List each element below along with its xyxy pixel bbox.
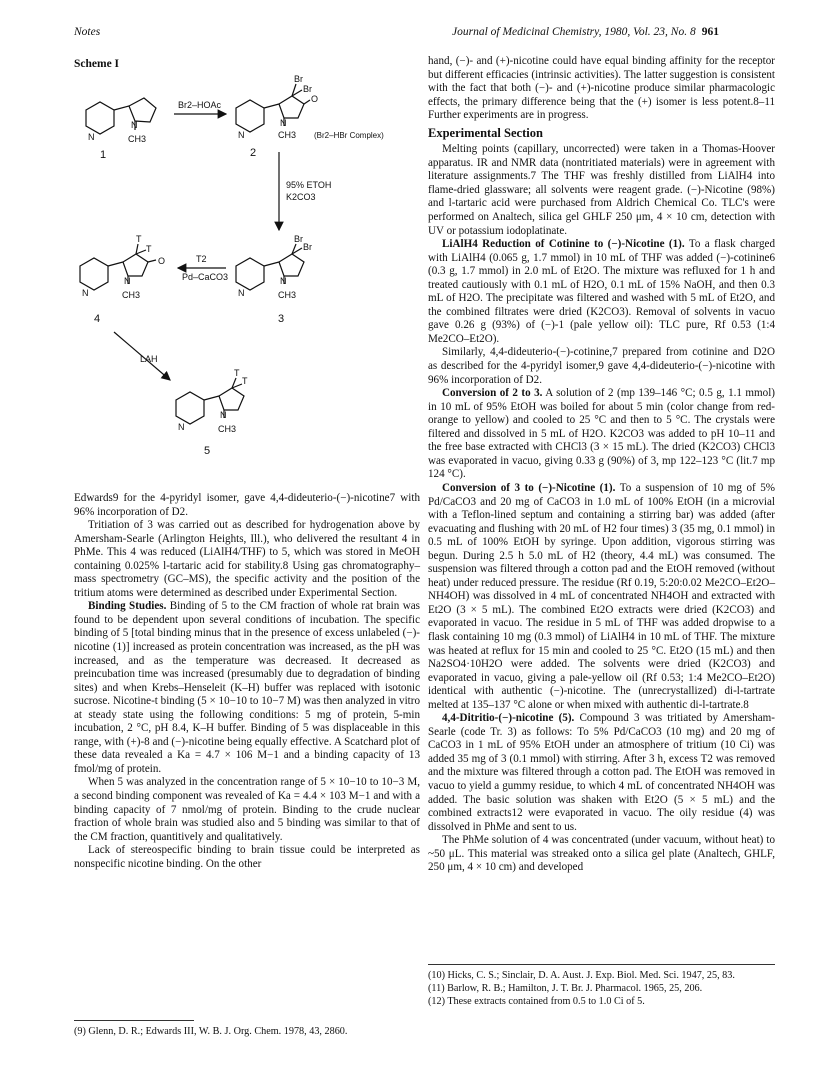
paragraph-text: Binding of 5 to the CM fraction of whole rat brain was found to be dependent upon several conditions of incubation. The specific binding of 5 [total binding minus that in the presence of excess unlabeled (−)-nicotine (1)] increased as protein concentration was increased, as the pH was increased, and as the temperature was decreased. It decreased as preincubation time was increased (presumably due to degradation of binding sites) and when Krebs–Henseleit (K–H) buffer was replaced with isotonic sucrose. Nicotine-t binding (5 × 10−10 to 10−7 M) was then analyzed in vitro at steady state using the following conditions: 5 mg of protein, 5-min incubation, 2 °C, pH 8.4, K–H buffer. Binding of 5 was displaceable in this range, with (+)-8 and (−)-nicotine being equally effective. A Scatchard plot of these data revealed a Ka = 4.7 × 106 M−1 and a binding capacity of 13 fmol/mg of protein. xyxy=(74,600,420,775)
bromine-label: Br xyxy=(294,234,303,244)
atom-n: N xyxy=(88,132,95,142)
reagent-pd-caco3: Pd–CaCO3 xyxy=(182,272,229,282)
paragraph: Melting points (capillary, uncorrected) were taken in a Thomas-Hoover apparatus. IR and NMR data (nontritiated materials) were in agreement with literature assignments.7 The THF was freshly distilled from LiAlH4 into flame-dried glassware; all solvents were reagent grade. (−)-Nicotine (98%) and l-tartaric acid were purchased from Aldrich Chemical Co. TLC's were performed on Analtech, silica gel GHLF 250 μm, 4 × 10 cm, detection with UV or potassium iodoplatinate. xyxy=(428,143,775,237)
tritium-label: T xyxy=(234,368,240,378)
journal-citation: Journal of Medicinal Chemistry, 1980, Vol. 23, No. 8 xyxy=(452,26,696,38)
methyl-label: CH3 xyxy=(128,134,147,144)
reagent-t2: T2 xyxy=(196,254,207,264)
running-header-left: Notes xyxy=(74,26,101,38)
paragraph-text: To a flask charged with LiAlH4 (0.065 g, 1.7 mmol) in 10 mL of THF was added (−)-cotinine6 (0.3 g, 1.7 mmol) in 2.0 mL of Et2O. The mixture was refluxed for 1 h and treated cautiously with 0.1 mL of H2O, 0.1 mL of 15% NaOH, and then 0.3 mL of H2O. The precipitate was filtered and washed with 5 mL of Et2O, and the combined filtrates were dried (K2CO3). Removal of solvents in vacuo gave 0.26 g (93%) of (−)-1 (pale yellow oil): TLC pure, Rf 0.53 (1:4 Me2CO–Et2O). xyxy=(428,238,776,345)
footnote-11: (11) Barlow, R. B.; Hamilton, J. T. Br. J. Pharmacol. 1965, 25, 206. xyxy=(428,982,703,994)
tritium-label: T xyxy=(146,244,152,254)
paragraph: Tritiation of 3 was carried out as described for hydrogenation above by Amersham-Searle (Arlington Heights, Ill.), who delivered the resultant 4 in PhMe. This 4 was reduced (LiAlH4/THF) to 5, which was stored in MeOH containing 0.025% l-tartaric acid for stability.8 Using gas chromatography–mass spectrometry (GC–MS), the specific activity and the position of the tritium atoms were determined as described under Experimental Section. xyxy=(74,519,420,599)
paragraph: hand, (−)- and (+)-nicotine could have equal binding affinity for the receptor but different efficacies (intrinsic activities). The latter suggestion is consistent with the fact that both (−)- and (+)-nicotine produce similar pharmacologic effects, the primary difference being that the (+) isomer is less potent.8–11 Further experiments are in progress. xyxy=(428,55,775,122)
methyl-label: CH3 xyxy=(278,130,297,140)
compound-4-number: 4 xyxy=(94,313,101,325)
tritium-label: T xyxy=(242,376,248,386)
footnotes-right xyxy=(428,970,775,1008)
paragraph: Similarly, 4,4-dideuterio-(−)-cotinine,7 prepared from cotinine and D2O as described for the 4-pyridyl isomer,9 gave 4,4-dideuterio-(−)-nicotine with 96% incorporation of D2. xyxy=(428,346,775,386)
compound-1-structure xyxy=(86,98,156,134)
methyl-label: CH3 xyxy=(122,290,141,300)
run-in-heading: Binding Studies. xyxy=(88,600,167,613)
bromine-label: Br xyxy=(294,74,303,84)
paragraph-text: A solution of 2 (mp 139–146 °C; 0.5 g, 1.1 mmol) in 10 mL of 95% EtOH was boiled for about 5 min (color change from red-orange to yellow) and cooled to 25 °C and then to 5 °C. The crystals were filtered and dissolved in 5 mL of H2O. K2CO3 was added to pH 10–11 and the free base extracted with CHCl3 (3 × 15 mL). The dried (K2CO3) CHCl3 was evaporated in vacuo, giving 0.33 g (90%) of 3, mp 122–123 °C (lit.7 mp 124 °C). xyxy=(428,387,776,481)
compound-4-structure xyxy=(80,244,156,290)
paragraph-text: To a suspension of 10 mg of 5% Pd/CaCO3 and 20 mg of CaCO3 in 1.0 mL of 100% EtOH (in a microvial with a Teflon-lined septum and containing a stirring bar) was added (after evacuating and flushing with 20 mL of H2 four times) 3 (35 mg, 0.1 mmol) in 0.5 mL of 100% EtOH by syringe. Upon addition, vigorous stirring was begun. During 2.5 h 5.0 mL of H2 (theory, 4.4 mL) was consumed. The suspension was filtered through a cotton pad and the EtOH removed (without heat) under reduced pressure. The residue (Rf 0.19, 5:20:0.02 Me2CO–Et2O–NH4OH) was dissolved in 4 mL of concentrated NH4OH and extracted with Et2O (3 × 5 mL). The combined Et2O extracts were dried (K2CO3) and evaporated in vacuo. The residue in 5 mL of THF was added dropwise to a flask containing 10 mg (0.3 mmol) of LiAlH4 in 10 mL of THF. The mixture was heated at reflux for 15 min and cooled to 25 °C. Et2O (15 mL) and then Na2SO4·10H2O were added. The solvents were dried (K2CO3) and evaporated in vacuo, giving a pale-yellow oil (Rf 0.53; 1:4 Me2CO–Et2O) identical with authentic (−)-nicotine. The (unrecrystallized) di-l-tartrate melted at 135–137 °C alone or when mixed with authentic di-l-tartrate.8 xyxy=(428,481,775,711)
compound-2-structure xyxy=(236,84,310,132)
atom-n: N xyxy=(82,288,89,298)
run-in-heading: LiAlH4 Reduction of Cotinine to (−)-Nicotine (1). xyxy=(442,238,685,251)
compound-1-number: 1 xyxy=(100,149,107,161)
compound-2-number: 2 xyxy=(250,147,257,159)
page-number: 961 xyxy=(701,26,719,38)
paragraph-text: Compound 3 was tritiated by Amersham-Searle (code Tr. 3) as follows: To 5% Pd/CaCO3 (10 mg) and 20 mg of CaCO3 in 1 mL of 95% EtOH under an atmosphere of tritium (10 Ci) was added 35 mg of 3 (0.1 mmol) with stirring. After 3 h, excess T2 was removed and the mixture was filtered through a cotton pad. The EtOH was removed in vacuo to yield a gummy residue, to which 4 mL of concentrated NH4OH was added. The basic solution was shaken with Et2O (5 × 5 mL) and the combined extracts12 were evaporated in vacuo. The oily residue (4) was dissolved in PhMe and sent to us. xyxy=(428,712,775,833)
procedure-paragraph xyxy=(428,712,775,834)
paragraph: When 5 was analyzed in the concentration range of 5 × 10−10 to 10−3 M, a second binding component was revealed of Ka = 4.4 × 103 M−1 and with a binding capacity of 7 nmol/mg of protein. Binding to the crude nuclear fraction of whole brain was studied also and 5 binding was similar to that of the CM fraction, quantitively and qualitatively. xyxy=(74,776,420,843)
oxygen-label: O xyxy=(158,256,166,266)
footnote-rule xyxy=(428,964,775,965)
reagent-etoh: 95% ETOH xyxy=(286,180,332,190)
methyl-label: CH3 xyxy=(278,290,297,300)
footnote-rule xyxy=(74,1020,194,1021)
right-column xyxy=(428,55,775,875)
atom-n: N xyxy=(238,130,245,140)
atom-n: N xyxy=(238,288,245,298)
reagent-br2-hoac: Br2–HOAc xyxy=(178,100,222,110)
run-in-heading: 4,4-Ditritio-(−)-nicotine (5). xyxy=(442,712,575,725)
procedure-paragraph xyxy=(428,238,775,346)
methyl-label: CH3 xyxy=(218,424,237,434)
running-header-right xyxy=(452,26,719,38)
bromine-label: Br xyxy=(303,84,312,94)
complex-note: (Br2–HBr Complex) xyxy=(314,131,384,140)
reagent-lah: LAH xyxy=(140,354,158,364)
compound-3-number: 3 xyxy=(278,313,285,325)
reaction-scheme xyxy=(74,70,420,470)
atom-n: N xyxy=(131,120,138,130)
compound-3-structure xyxy=(236,244,304,290)
run-in-heading: Conversion of 2 to 3. xyxy=(442,387,543,400)
atom-n: N xyxy=(280,118,287,128)
paragraph: The PhMe solution of 4 was concentrated (under vacuum, without heat) to ~50 μL. This material was streaked onto a silica gel plate (Analtech, GHLF, 250 μm, 4 × 10 cm) and developed xyxy=(428,834,775,874)
footnote-12: (12) These extracts contained from 0.5 to 1.0 Ci of 5. xyxy=(428,995,645,1007)
section-title: Experimental Section xyxy=(428,125,543,140)
scheme-title: Scheme I xyxy=(74,58,120,70)
atom-n: N xyxy=(178,422,185,432)
left-column xyxy=(74,492,420,871)
atom-n: N xyxy=(280,276,287,286)
tritium-label: T xyxy=(136,234,142,244)
footnote-10: (10) Hicks, C. S.; Sinclair, D. A. Aust. J. Exp. Biol. Med. Sci. 1947, 25, 83. xyxy=(428,970,735,981)
paragraph: Edwards9 for the 4-pyridyl isomer, gave 4,4-dideuterio-(−)-nicotine7 with 96% incorporation of D2. xyxy=(74,492,420,518)
footnote-9: (9) Glenn, D. R.; Edwards III, W. B. J. Org. Chem. 1978, 43, 2860. xyxy=(74,1026,348,1037)
paragraph: Lack of stereospecific binding to brain tissue could be interpreted as nonspecific nicotine binding. On the other xyxy=(74,844,420,870)
reagent-k2co3: K2CO3 xyxy=(286,192,316,202)
bromine-label: Br xyxy=(303,242,312,252)
compound-5-structure xyxy=(176,378,244,424)
oxygen-label: O xyxy=(311,94,319,104)
compound-5-number: 5 xyxy=(204,445,211,457)
atom-n: N xyxy=(124,276,131,286)
atom-n: N xyxy=(220,410,227,420)
procedure-paragraph xyxy=(428,387,775,482)
run-in-heading: Conversion of 3 to (−)-Nicotine (1). xyxy=(442,481,616,494)
binding-studies-paragraph xyxy=(74,600,420,776)
procedure-paragraph xyxy=(428,482,775,712)
